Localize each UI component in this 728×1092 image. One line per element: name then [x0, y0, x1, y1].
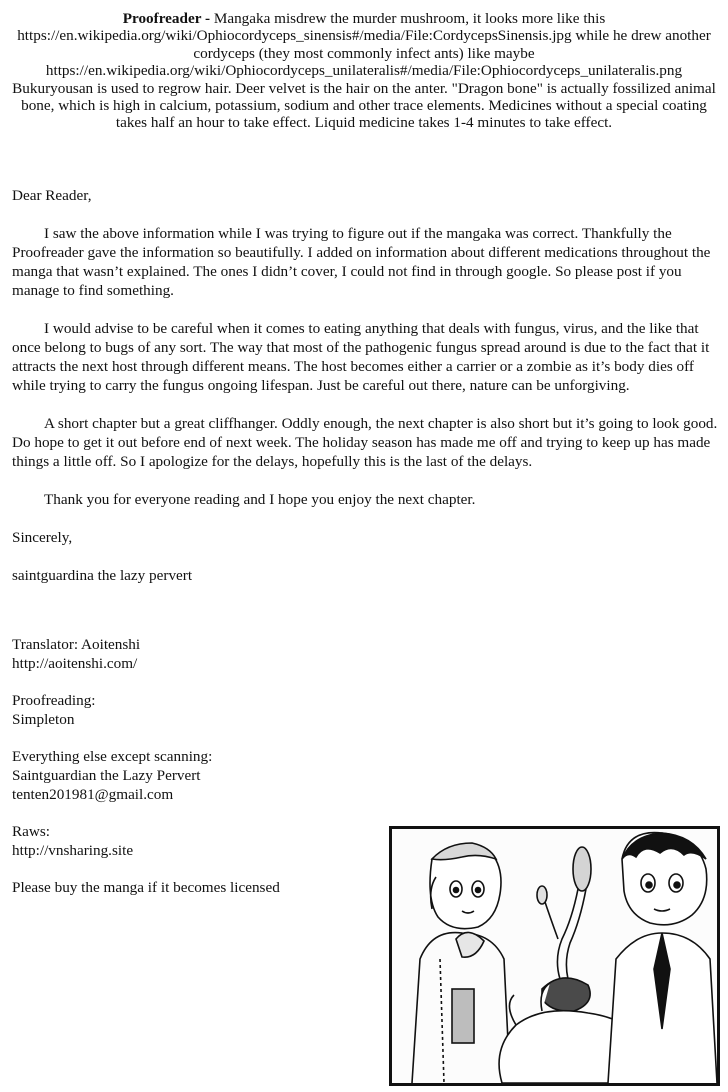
proofreading-name: Simpleton	[12, 711, 75, 728]
proofreading-label: Proofreading:	[12, 692, 96, 709]
proofreader-label: Proofreader -	[122, 10, 214, 27]
manga-panel-illustration	[389, 826, 720, 1086]
credits	[12, 635, 372, 897]
letter	[12, 186, 718, 585]
letter-signature: saintguardina the lazy pervert	[12, 567, 193, 584]
letter-paragraph: I saw the above information while I was trying to figure out if the mangaka was correct. Thankfully the Proofreader gave the information so beautifully. I added on information about different medications throughout the manga that wasn’t explained. The ones I didn’t cover, I could not find in through google. So please post if you manage to find something.	[12, 225, 711, 299]
proofreader-note-text: Mangaka misdrew the murder mushroom, it looks more like this https://en.wikipedia.org/wiki/Ophiocordyceps_sinensis#/media/File:CordycepsSinensis.jpg while he drew another cordyceps (they most commonly infect ants) like maybe https://en.wikipedia.org/wiki/Ophiocordyceps_unilateralis#/media/File:Ophiocordyceps_unilateralis.png	[17, 10, 711, 80]
translator-url: http://aoitenshi.com/	[12, 655, 138, 672]
proofreader-note	[8, 10, 720, 80]
license-request: Please buy the manga if it becomes licensed	[12, 879, 280, 896]
letter-paragraph: Thank you for everyone reading and I hope you enjoy the next chapter.	[44, 491, 476, 508]
letter-greeting: Dear Reader,	[12, 187, 92, 204]
contact-email: tenten201981@gmail.com	[12, 786, 174, 803]
letter-paragraph: A short chapter but a great cliffhanger. Oddly enough, the next chapter is also short but it’s going to look good. Do hope to get it out before end of next week. The holiday season has made me off and trying to keep up has made things a little off. So I apologize for the delays, hopefully this is the last of the delays.	[12, 415, 718, 470]
raws-url: http://vnsharing.site	[12, 842, 134, 859]
everything-else-name: Saintguardian the Lazy Pervert	[12, 767, 201, 784]
boy-figure	[608, 833, 717, 1083]
medicine-note: Bukuryousan is used to regrow hair. Deer velvet is the hair on the anter. "Dragon bone" is actually fossilized animal bone, which is high in calcium, potassium, sodium and other trace elements. Medicines without a special coating takes half an hour to take effect. Liquid medicine takes 1-4 minutes to take effect.	[12, 79, 716, 132]
raws-label: Raws:	[12, 823, 50, 840]
everything-else-label: Everything else except scanning:	[12, 748, 213, 765]
letter-closing: Sincerely,	[12, 529, 73, 546]
letter-paragraph: I would advise to be careful when it comes to eating anything that deals with fungus, virus, and the like that once belong to bugs of any sort. The way that most of the pathogenic fungus spread around is due to the fact that it attracts the next host through different means. The host becomes either a carrier or a zombie as it’s body dies off while trying to carry the fungus ongoing lifespan. Just be careful out there, nature can be unforgiving.	[12, 320, 710, 394]
proofreader-note-block	[8, 10, 720, 132]
manga-illustration	[392, 829, 717, 1083]
translator-label: Translator: Aoitenshi	[12, 636, 141, 653]
